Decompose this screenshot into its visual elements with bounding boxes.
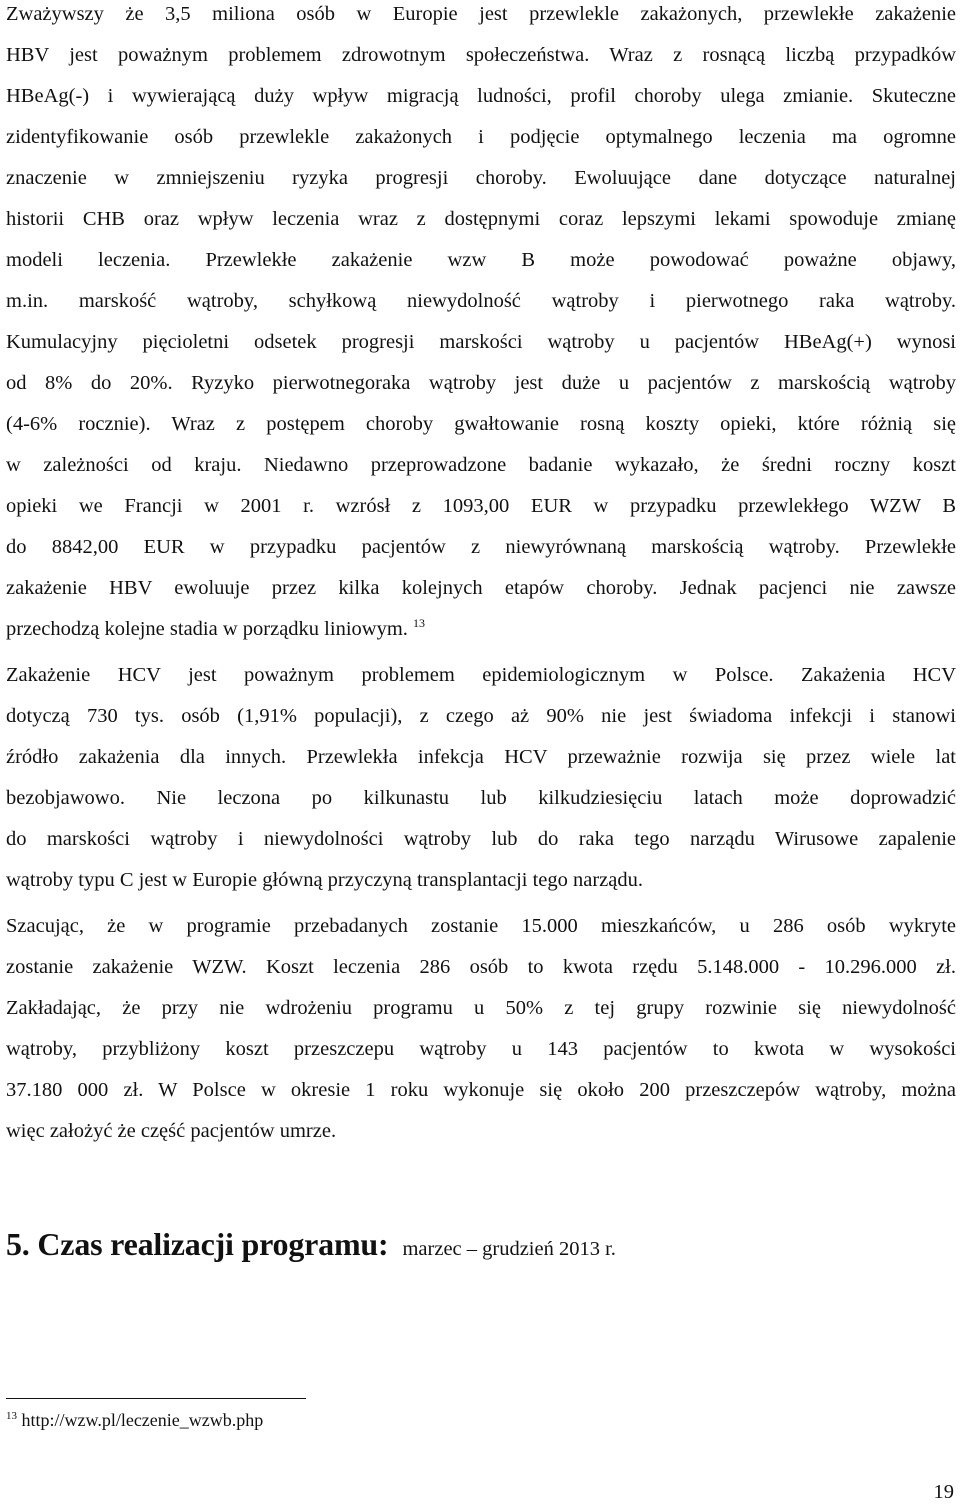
text-line: w zależności od kraju. Niedawno przeprowadzone badanie wykazało, że średni roczny koszt: [6, 454, 956, 476]
text-line: wątroby typu C jest w Europie główną przyczyną transplantacji tego narządu.: [6, 869, 644, 891]
text-line: modeli leczenia. Przewlekłe zakażenie wzw B może powodować poważne objawy,: [6, 249, 956, 271]
footnote-reference[interactable]: 13: [413, 616, 426, 630]
text-line: zakażenie HBV ewoluuje przez kilka kolejnych etapów choroby. Jednak pacjenci nie zawsze: [6, 577, 956, 599]
text-line: od 8% do 20%. Ryzyko pierwotnegoraka wątroby jest duże u pacjentów z marskością wątroby: [6, 372, 956, 394]
text-line: historii CHB oraz wpływ leczenia wraz z dostępnymi coraz lepszymi lekami spowoduje zmianę: [6, 208, 956, 230]
text-line: HBV jest poważnym problemem zdrowotnym społeczeństwa. Wraz z rosnącą liczbą przypadków: [6, 44, 956, 66]
section-heading: [6, 1226, 616, 1263]
footnote-divider: [6, 1398, 306, 1399]
text-line: znaczenie w zmniejszeniu ryzyka progresji choroby. Ewoluujące dane dotyczące naturalnej: [6, 167, 956, 189]
text-line: wątroby, przybliżony koszt przeszczepu wątroby u 143 pacjentów to kwota w wysokości: [6, 1038, 956, 1060]
text-line: więc założyć że część pacjentów umrze.: [6, 1120, 337, 1142]
text-line: 37.180 000 zł. W Polsce w okresie 1 roku wykonuje się około 200 przeszczepów wątroby, można: [6, 1079, 956, 1101]
text-line: Zważywszy że 3,5 miliona osób w Europie jest przewlekle zakażonych, przewlekłe zakażenie: [6, 3, 956, 25]
text-line: źródło zakażenia dla innych. Przewlekła infekcja HCV przeważnie rozwija się przez wiele lat: [6, 746, 956, 768]
page-number: 19: [933, 1481, 954, 1503]
section-title: 5. Czas realizacji programu:: [6, 1226, 389, 1262]
text-line: dotyczą 730 tys. osób (1,91% populacji), z czego aż 90% nie jest świadoma infekcji i stanowi: [6, 705, 956, 727]
text-line: Zakażenie HCV jest poważnym problemem epidemiologicznym w Polsce. Zakażenia HCV: [6, 664, 956, 686]
text-line: do 8842,00 EUR w przypadku pacjentów z niewyrównaną marskością wątroby. Przewlekłe: [6, 536, 956, 558]
section-value: marzec – grudzień 2013 r.: [402, 1238, 616, 1260]
footnote-number: 13: [6, 1410, 17, 1422]
footnote: [6, 1408, 263, 1432]
text-line: HBeAg(-) i wywierającą duży wpływ migracją ludności, profil choroby ulega zmianie. Skuteczne: [6, 85, 956, 107]
text-line: zidentyfikowanie osób przewlekle zakażonych i podjęcie optymalnego leczenia ma ogromne: [6, 126, 956, 148]
text-line: [6, 615, 956, 643]
text-line-content: przechodzą kolejne stadia w porządku liniowym.: [6, 618, 408, 640]
text-line: opieki we Francji w 2001 r. wzrósł z 1093,00 EUR w przypadku przewlekłego WZW B: [6, 495, 956, 517]
text-line: do marskości wątroby i niewydolności wątroby lub do raka tego narządu Wirusowe zapalenie: [6, 828, 956, 850]
text-line: Zakładając, że przy nie wdrożeniu programu u 50% z tej grupy rozwinie się niewydolność: [6, 997, 956, 1019]
text-line: (4-6% rocznie). Wraz z postępem choroby gwałtowanie rosną koszty opieki, które różnią się: [6, 413, 956, 435]
text-line: zostanie zakażenie WZW. Koszt leczenia 286 osób to kwota rzędu 5.148.000 - 10.296.000 zł.: [6, 956, 956, 978]
text-line: bezobjawowo. Nie leczona po kilkunastu lub kilkudziesięciu latach może doprowadzić: [6, 787, 956, 809]
text-line: m.in. marskość wątroby, schyłkową niewydolność wątroby i pierwotnego raka wątroby.: [6, 290, 956, 312]
text-line: Szacując, że w programie przebadanych zostanie 15.000 mieszkańców, u 286 osób wykryte: [6, 915, 956, 937]
text-line: Kumulacyjny pięcioletni odsetek progresji marskości wątroby u pacjentów HBeAg(+) wynosi: [6, 331, 956, 353]
footnote-link[interactable]: http://wzw.pl/leczenie_wzwb.php: [21, 1410, 264, 1430]
